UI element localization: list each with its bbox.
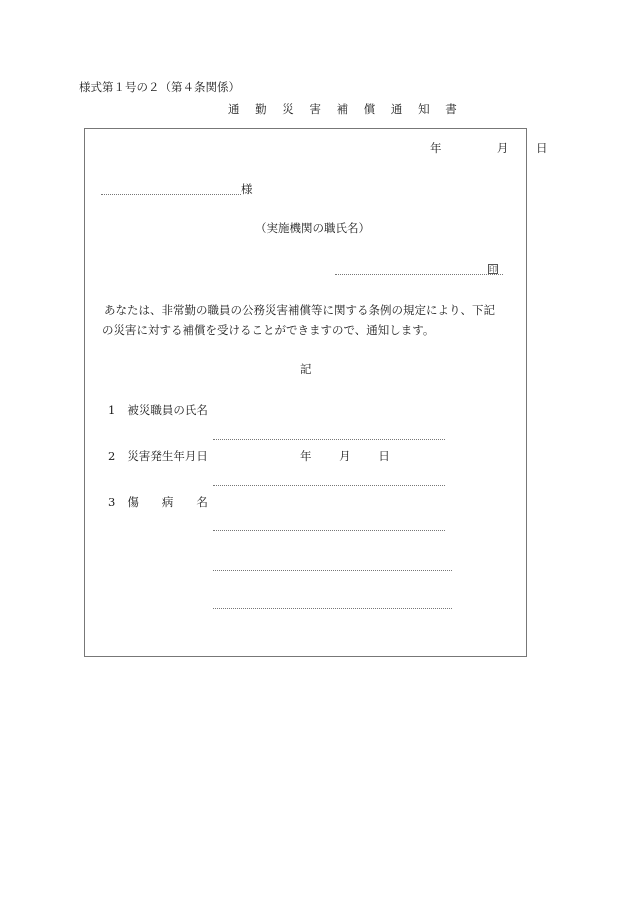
issuer-label: （実施機関の職氏名）: [255, 221, 370, 235]
issue-date: [430, 143, 547, 155]
incident-date-fields[interactable]: [300, 451, 390, 463]
item-incident-date: [108, 451, 208, 463]
incident-date-line[interactable]: [213, 485, 445, 486]
item-number: 1: [108, 403, 116, 417]
recipient-honorific: 様: [241, 182, 253, 196]
item-label: 災害発生年月日: [127, 449, 208, 463]
incident-year-label: 年: [300, 449, 312, 463]
notice-body-line-2: の災害に対する補償を受けることができますので、通知します。: [102, 323, 435, 337]
issue-month-label: 月: [496, 141, 509, 155]
injury-name-line-3[interactable]: [213, 608, 452, 609]
seal-icon: 印: [489, 265, 497, 274]
item-number: 3: [108, 495, 116, 509]
item-label: 傷 病 名: [127, 495, 208, 509]
document-title: 通 勤 災 害 補 償 通 知 書: [228, 102, 463, 116]
ki-heading: 記: [300, 362, 312, 376]
issuer-name-line[interactable]: [335, 274, 503, 275]
issue-year-label: 年: [430, 141, 442, 155]
form-number: 様式第１号の２（第４条関係）: [79, 80, 240, 94]
item-injury-name: [108, 497, 208, 509]
victim-name-line[interactable]: [213, 439, 445, 440]
notice-box: [84, 128, 527, 657]
incident-day-label: 日: [378, 449, 390, 463]
issue-day-label: 日: [535, 141, 548, 155]
notice-body-line-1: あなたは、非常勤の職員の公務災害補償等に関する条例の規定により、下記: [104, 303, 495, 317]
injury-name-line-2[interactable]: [213, 570, 452, 571]
injury-name-line-1[interactable]: [213, 530, 445, 531]
item-label: 被災職員の氏名: [127, 403, 208, 417]
recipient-name-line[interactable]: [101, 194, 241, 195]
item-victim-name: [108, 405, 208, 417]
incident-month-label: 月: [339, 449, 351, 463]
item-number: 2: [108, 449, 116, 463]
